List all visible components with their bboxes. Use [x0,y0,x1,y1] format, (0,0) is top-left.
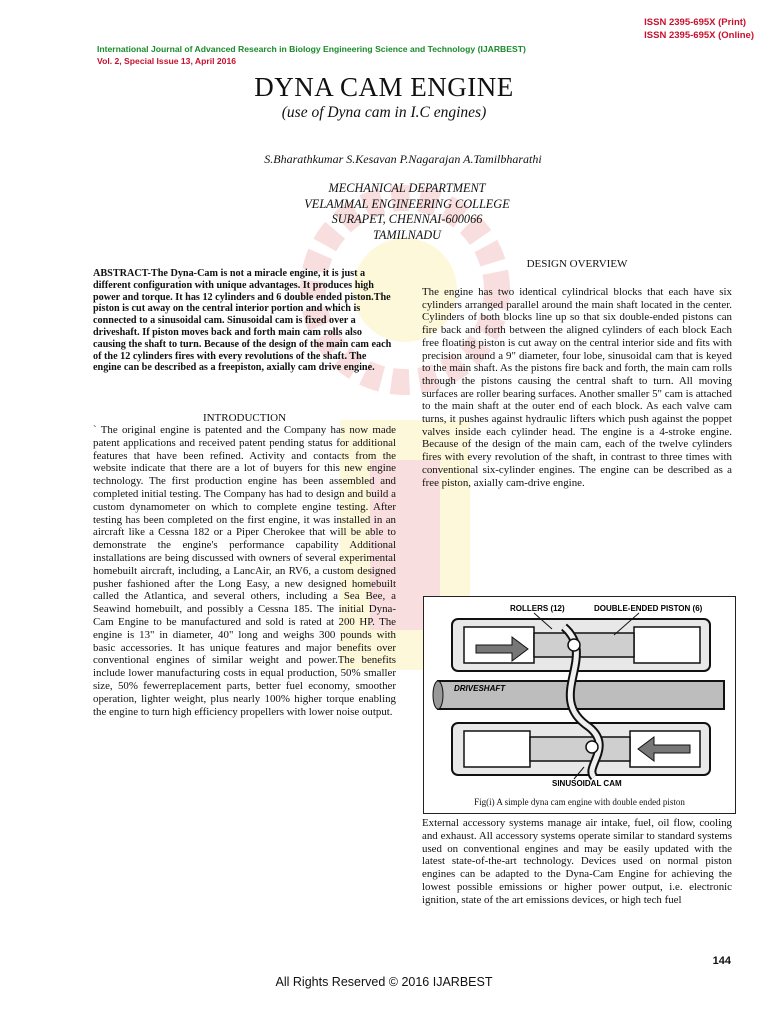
label-cam: SINUSOIDAL CAM [552,779,622,788]
paper-title: DYNA CAM ENGINE [254,72,514,102]
journal-name: International Journal of Advanced Research in Biology Engineering Science and Technology (IJARBEST) [97,44,526,54]
issn-block [644,16,754,42]
external-systems-body: External accessory systems manage air intake, fuel, oil flow, cooling and exhaust. All accessory systems operate similar to standard systems used on conventional engines and may be easily updated with the latest state-of-the-art technology. Devices used on normal piston engines can be adapted to the Dyna-Cam Engine for achieving the lowest possible emissions or higher power output, i.e. electronic ignition, state of the art emissions devices, or high tech fuel [422,817,732,906]
affiliation-line: MECHANICAL DEPARTMENT [328,181,486,195]
affiliation-line: VELAMMAL ENGINEERING COLLEGE [304,196,510,211]
label-driveshaft: DRIVESHAFT [454,684,506,693]
paper-subtitle: (use of Dyna cam in I.C engines) [281,104,487,121]
introduction-heading: INTRODUCTION [202,412,287,424]
affiliation-line: TAMILNADU [372,228,442,243]
issn-online: ISSN 2395-695X (Online) [644,30,754,41]
page-number: 144 [712,955,731,967]
volume-info: Vol. 2, Special Issue 13, April 2016 [97,56,237,66]
figure-engine-diagram [423,596,736,814]
design-overview-heading: DESIGN OVERVIEW [526,258,628,270]
introduction-body: ` The original engine is patented and the Company has now made patent applications and received patent pending status for additional features that have been refined. Activity and contacts from the website indicate that there are a lot of buyers for this new engine technology. The first production engine has been assembled and completed initial testing. The Company has had to design and build a custom dynamometer on which to complete engine testing. After testing has been completed on the first engine, it was installed in an aircraft like a Cessna 182 or a Piper Cherokee that will be able to demonstrate the engine's performance capability Additional installations are being discussed with owners of several experimental homebuilt aircraft, including, a LancAir, an RV6, a custom designed pusher fashioned after the Long Easy, a new designed homebuilt called the Atlantica, and several others, including a Sea Bee, a Seawind homebuilt, and possibly a Cessna 185. The initial Dyna-Cam Engine to be manufactured and sold is rated at 200 HP. The engine is 13" in diameter, 40" long and weighs 300 pounds with basic accessories. It has unique features and major benefits over conventional engines of similar weight and power.The benefits include lower manufacturing costs in equal production, 50% smaller size, 50% fewerreplacement parts, better fuel economy, smoother operation, lighter weight, plus nearly 100% higher torque enabling the engine to turn high efficiency propellers with lower noise output. [93,424,396,718]
abstract: ABSTRACT-The Dyna-Cam is not a miracle engine, it is just a different configuration with unique advantages. It produces high power and torque. It has 12 cylinders and 6 double ended piston.The piston is cut away on the central interior portion and which is connected to a sinusoidal cam. Sinusoidal cam is fixed over a driveshaft. If piston moves back and forth main cam rolls also causing the shaft to turn. Because of the design of the main cam each of the 12 cylinders fires with every revolutions of the shaft. The engine can be described as a freepiston, axially cam drive engine. [93,268,392,374]
engine-diagram [424,597,735,813]
affiliation-line: SURAPET, CHENNAI-600066 [331,212,483,227]
label-rollers: ROLLERS (12) [510,604,565,613]
copyright-footer: All Rights Reserved © 2016 IJARBEST [275,975,493,989]
design-overview-body: The engine has two identical cylindrical blocks that each have six cylinders arranged parallel around the main shaft located in the center. Cylinders of both blocks line up so that six double-ended pistons can fire back and forth between the aligned cylinders of each block Each free floating piston is cut away on the central interior side and fits with precision around a 9" diameter, four lobe, sinusoidal cam that is keyed to the main shaft. As the pistons fire back and forth, the main cam rolls through the pistons causing the central shaft to turn. All moving surfaces are roller bearing surfaces. Another smaller 5" cam is attached to the main shaft at the outer end of each block. As each valve cam turns, it pushes against hydraulic lifters which push against the poppet valves inside each cylinder head. The engine is a 4-stroke engine. Because of the design of the main cam, each of the twelve cylinders fires with every revolution of the shaft, in contrast to three times with conventional six-cylinder engines. The engine can be described as a free piston, axially cam-drive engine. [422,286,732,489]
issn-print: ISSN 2395-695X (Print) [644,17,747,28]
authors: S.Bharathkumar S.Kesavan P.Nagarajan A.Tamilbharathi [264,152,542,166]
figure-caption: Fig(i) A simple dyna cam engine with double ended piston [474,797,685,807]
label-piston: DOUBLE-ENDED PISTON (6) [594,604,703,613]
affiliation [0,181,768,244]
